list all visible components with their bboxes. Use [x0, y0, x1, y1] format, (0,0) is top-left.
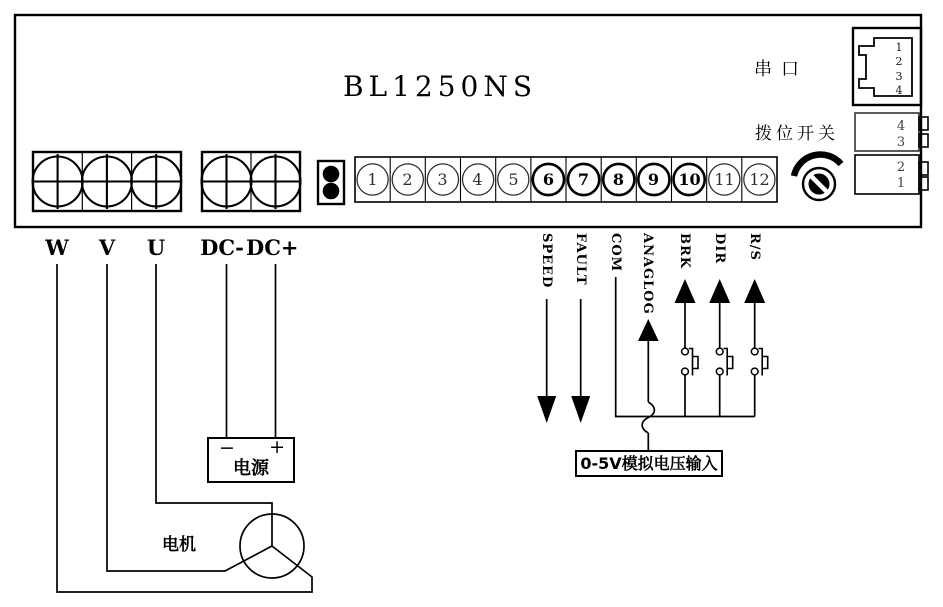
serial-port-label: 串口 — [754, 59, 808, 80]
fault-output-arrow — [571, 299, 590, 423]
terminal-number-6: 6 — [542, 170, 555, 189]
terminal-number-3: 3 — [437, 170, 448, 189]
dip-pin-4: 4 — [896, 119, 906, 134]
label-w: W — [45, 235, 69, 260]
potentiometer-icon — [794, 154, 841, 200]
motor-label: 电机 — [162, 535, 196, 555]
motor-terminal-block — [33, 152, 182, 211]
label-dc-plus: DC+ — [246, 235, 299, 260]
board-title: BL1250NS — [342, 70, 538, 103]
power-terminal-block — [202, 152, 301, 211]
label-rs: R/S — [746, 233, 762, 261]
power-supply-minus: − — [219, 437, 235, 459]
terminal-number-8: 8 — [612, 170, 625, 189]
label-brk: BRK — [677, 233, 692, 270]
analog-input-arrow — [638, 319, 659, 450]
terminal-number-1: 1 — [367, 170, 378, 189]
motor-symbol — [240, 514, 304, 578]
terminal-number-4: 4 — [472, 170, 483, 189]
dip-switch-connector — [855, 113, 928, 194]
terminal-number-9: 9 — [647, 170, 660, 189]
rj-pin-3: 3 — [895, 70, 903, 83]
label-com: COM — [607, 233, 623, 273]
dip-pin-2: 2 — [896, 160, 906, 175]
power-supply-box — [207, 437, 295, 483]
label-fault: FAULT — [572, 233, 588, 286]
terminal-number-2: 2 — [402, 170, 413, 189]
label-dir: DIR — [711, 233, 727, 265]
label-speed: SPEED — [538, 233, 554, 289]
terminal-number-12: 12 — [749, 170, 770, 189]
dip-pin-1: 1 — [896, 176, 906, 191]
terminal-number-7: 7 — [577, 170, 590, 189]
serial-port-connector — [853, 28, 921, 105]
dip-switch-label: 拨位开关 — [755, 124, 839, 144]
power-supply-label: 电源 — [233, 458, 269, 479]
terminal-number-10: 10 — [678, 170, 701, 189]
power-supply-plus: + — [269, 436, 285, 458]
led-indicator — [318, 161, 344, 204]
speed-output-arrow — [537, 299, 556, 423]
rj-pin-1: 1 — [895, 41, 903, 54]
terminal-number-5: 5 — [508, 170, 519, 189]
rs-switch — [744, 279, 768, 417]
rj-pin-4: 4 — [895, 84, 903, 97]
dip-pin-3: 3 — [896, 135, 906, 150]
label-analog: ANAGLOG — [640, 233, 656, 315]
label-v: V — [98, 235, 116, 260]
rj-pin-2: 2 — [895, 55, 903, 68]
terminal-number-11: 11 — [714, 170, 735, 189]
analog-input-box: 0-5V模拟电压输入 — [575, 450, 723, 477]
label-dc-minus: DC- — [200, 235, 244, 260]
brk-switch — [675, 279, 699, 417]
label-u: U — [146, 235, 166, 260]
wire-u — [156, 264, 272, 546]
dir-switch — [709, 279, 733, 417]
